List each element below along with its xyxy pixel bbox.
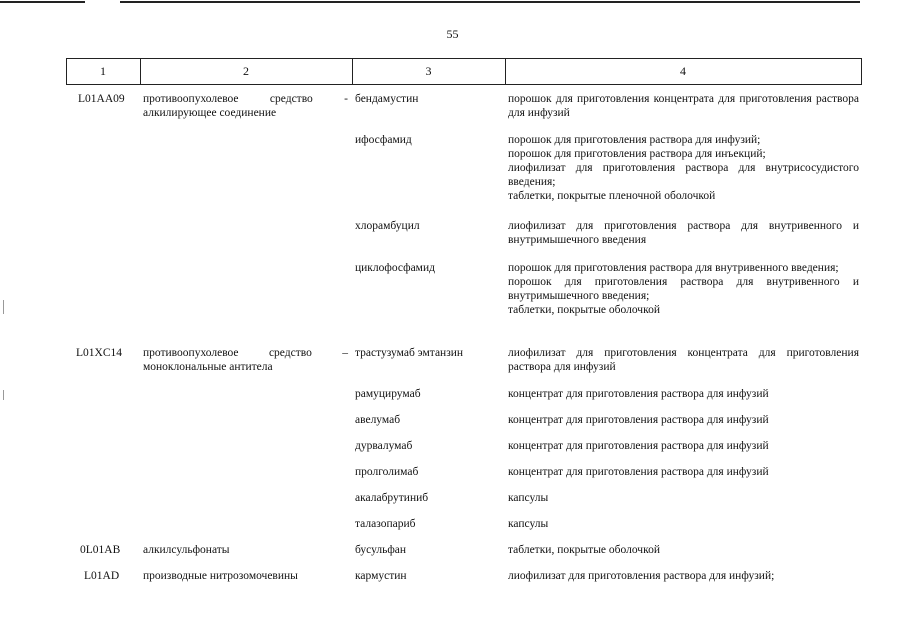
- dosage-forms: [508, 346, 859, 374]
- dosage-forms: [508, 133, 859, 203]
- dosage-form-line: порошок для приготовления раствора для инфузий;: [508, 134, 761, 146]
- column-header-4: 4: [680, 64, 686, 78]
- dosage-form-line: концентрат для приготовления раствора для инфузий: [508, 466, 769, 478]
- dosage-forms: [508, 92, 859, 120]
- top-border-left: [0, 1, 85, 3]
- atc-code: L01AD: [84, 570, 120, 582]
- header-bottom-rule: [66, 84, 862, 85]
- drug-name: ифосфамид: [355, 134, 412, 146]
- drug-name: акалабрутиниб: [355, 492, 429, 504]
- dosage-form-line: лиофилизат для приготовления раствора для инфузий;: [508, 570, 775, 582]
- drug-name: трастузумаб эмтанзин: [355, 347, 464, 359]
- scan-mark: [3, 390, 4, 400]
- dosage-form-line: лиофилизат для приготовления раствора для внутривенного и внутримышечного введения: [508, 220, 859, 246]
- header-top-rule: [66, 58, 862, 59]
- dosage-form-line: порошок для приготовления концентрата для приготовления раствора для инфузий: [508, 93, 859, 119]
- drug-name: бендамустин: [355, 93, 419, 105]
- drug-name: бусульфан: [355, 544, 407, 556]
- dosage-form-line: таблетки, покрытые пленочной оболочкой: [508, 190, 716, 202]
- scan-mark: [3, 300, 4, 314]
- group-name: алкилсульфонаты: [143, 544, 230, 556]
- column-header-2: 2: [243, 64, 249, 78]
- drug-name: дурвалумаб: [355, 440, 413, 452]
- top-border-mid: [120, 1, 860, 3]
- atc-code: L01AA09: [78, 93, 125, 105]
- dosage-form-line: капсулы: [508, 518, 549, 530]
- drug-name: пролголимаб: [355, 466, 419, 478]
- column-header-3: 3: [425, 64, 432, 78]
- dosage-form-line: порошок для приготовления раствора для инъекций;: [508, 148, 766, 160]
- dosage-form-line: лиофилизат для приготовления концентрата для приготовления раствора для инфузий: [508, 347, 859, 373]
- dosage-forms: [508, 261, 859, 317]
- drug-name: хлорамбуцил: [355, 220, 420, 232]
- dosage-form-line: лиофилизат для приготовления раствора для внутрисосудистого введения;: [508, 162, 859, 188]
- dosage-form-line: таблетки, покрытые оболочкой: [508, 304, 660, 316]
- dosage-form-line: концентрат для приготовления раствора для инфузий: [508, 440, 769, 452]
- dosage-forms: [508, 219, 859, 247]
- atc-code: 0L01AB: [80, 544, 121, 556]
- drug-name: талазопариб: [355, 518, 416, 530]
- atc-code: L01XC14: [76, 347, 122, 359]
- drug-name: циклофосфамид: [355, 262, 435, 274]
- group-name: противоопухолевое средство - алкилирующее соединение: [143, 93, 348, 119]
- header-divider-right: [861, 59, 862, 84]
- dosage-form-line: концентрат для приготовления раствора для инфузий: [508, 414, 769, 426]
- drug-name: кармустин: [355, 570, 407, 582]
- drug-name: авелумаб: [355, 414, 401, 426]
- column-header-1: 1: [100, 64, 106, 78]
- drug-name: рамуцирумаб: [355, 388, 421, 400]
- dosage-form-line: порошок для приготовления раствора для внутривенного и внутримышечного введения;: [508, 276, 859, 302]
- dosage-form-line: концентрат для приготовления раствора для инфузий: [508, 388, 769, 400]
- dosage-form-line: порошок для приготовления раствора для внутривенного введения;: [508, 262, 839, 274]
- page-number: 55: [446, 27, 459, 41]
- group-name: производные нитрозомочевины: [143, 570, 298, 582]
- dosage-form-line: таблетки, покрытые оболочкой: [508, 544, 660, 556]
- dosage-form-line: капсулы: [508, 492, 549, 504]
- group-name: противоопухолевое средство – моноклональные антитела: [143, 347, 348, 373]
